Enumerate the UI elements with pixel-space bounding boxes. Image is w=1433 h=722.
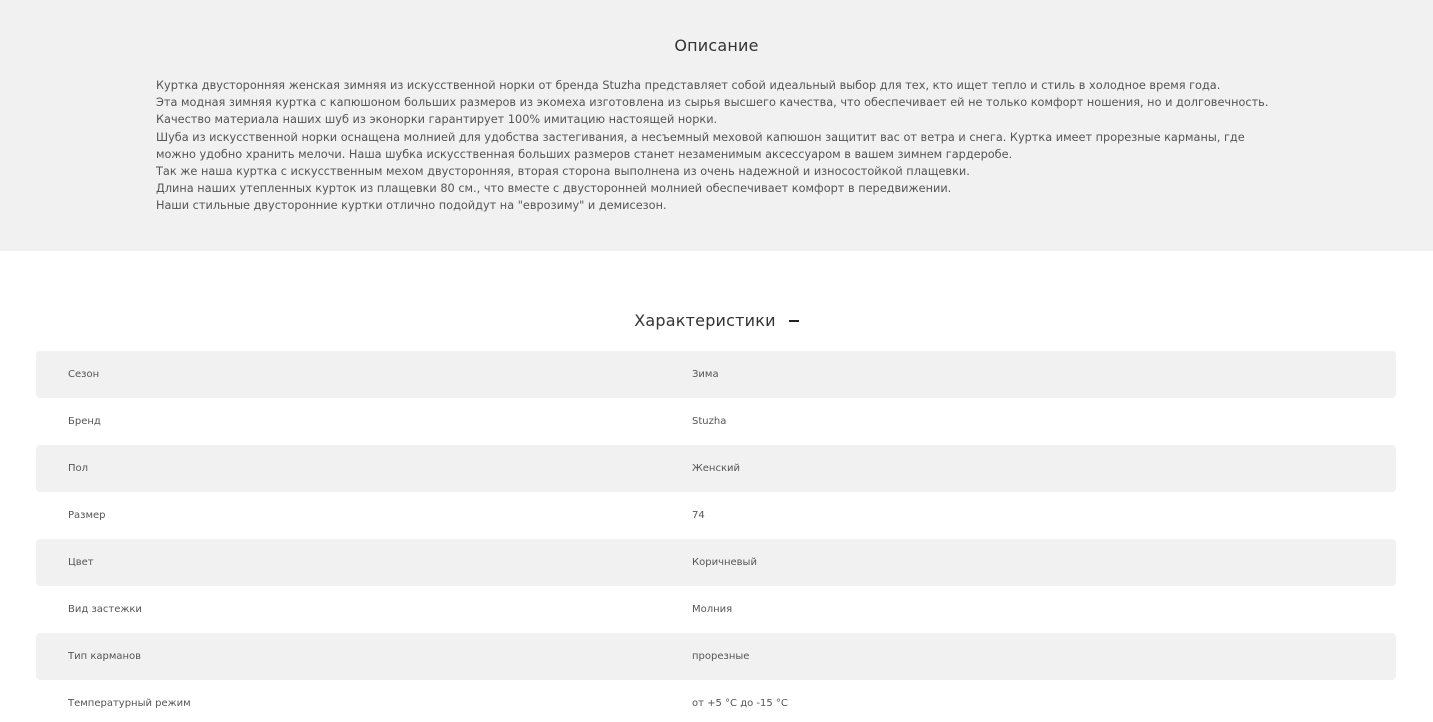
spec-row-gender bbox=[36, 445, 1396, 492]
spec-value: Коричневый bbox=[692, 557, 757, 568]
specs-section bbox=[0, 251, 1433, 722]
spec-label: Бренд bbox=[68, 416, 101, 427]
spec-row-fastener bbox=[36, 586, 1396, 633]
description-paragraph: Наши стильные двусторонние куртки отлично подойдут на "еврозиму" и демисезон. bbox=[156, 199, 667, 213]
spec-label: Вид застежки bbox=[68, 604, 142, 615]
description-paragraph: Так же наша куртка с искусственным мехом двусторонняя, вторая сторона выполнена из очень надежной и износостойкой плащевки. bbox=[156, 165, 970, 179]
description-title: Описание bbox=[674, 36, 759, 55]
spec-value: 74 bbox=[692, 510, 705, 521]
spec-row-temperature bbox=[36, 680, 1396, 722]
description-paragraph: Длина наших утепленных курток из плащевки 80 см., что вместе с двусторонней молнией обеспечивает комфорт в передвижении. bbox=[156, 182, 952, 196]
specs-table bbox=[36, 351, 1396, 722]
spec-row-pockets bbox=[36, 633, 1396, 680]
spec-label: Цвет bbox=[68, 557, 94, 568]
spec-value: Молния bbox=[692, 604, 733, 615]
spec-value: Stuzha bbox=[692, 416, 727, 427]
spec-label: Температурный режим bbox=[68, 698, 191, 709]
spec-row-color bbox=[36, 539, 1396, 586]
description-body bbox=[156, 77, 1286, 215]
spec-label: Пол bbox=[68, 463, 89, 474]
spec-label: Сезон bbox=[68, 369, 100, 380]
spec-row-size bbox=[36, 492, 1396, 539]
spec-value: Женский bbox=[692, 463, 740, 474]
description-paragraph: Эта модная зимняя куртка с капюшоном больших размеров из экомеха изготовлена из сырья высшего качества, что обеспечивает ей не только комфорт ношения, но и долговечность. Качество материала наших шуб из эконорки гарантирует 100% имитацию настоящей норки. bbox=[156, 96, 1269, 127]
spec-value: от +5 °C до -15 °C bbox=[692, 698, 788, 709]
description-paragraph: Шуба из искусственной норки оснащена молнией для удобства застегивания, а несъемный меховой капюшон защитит вас от ветра и снега. Куртка имеет прорезные карманы, где можно удобно хранить мелочи. Наша шубка искусственная больших размеров станет незаменимым аксессуаром в вашем зимнем гардеробе. bbox=[156, 130, 1245, 161]
spec-row-season bbox=[36, 351, 1396, 398]
spec-label: Размер bbox=[68, 510, 106, 521]
description-paragraph: Куртка двусторонняя женская зимняя из искусственной норки от бренда Stuzha представляет собой идеальный выбор для тех, кто ищет тепло и стиль в холодное время года. bbox=[156, 79, 1221, 92]
spec-row-brand bbox=[36, 398, 1396, 445]
spec-label: Тип карманов bbox=[68, 651, 142, 662]
minus-icon[interactable] bbox=[789, 320, 799, 322]
spec-value: прорезные bbox=[692, 651, 750, 662]
spec-value: Зима bbox=[692, 369, 719, 380]
description-section bbox=[0, 0, 1433, 251]
specs-title: Характеристики bbox=[634, 310, 776, 330]
specs-header[interactable] bbox=[0, 309, 1433, 331]
